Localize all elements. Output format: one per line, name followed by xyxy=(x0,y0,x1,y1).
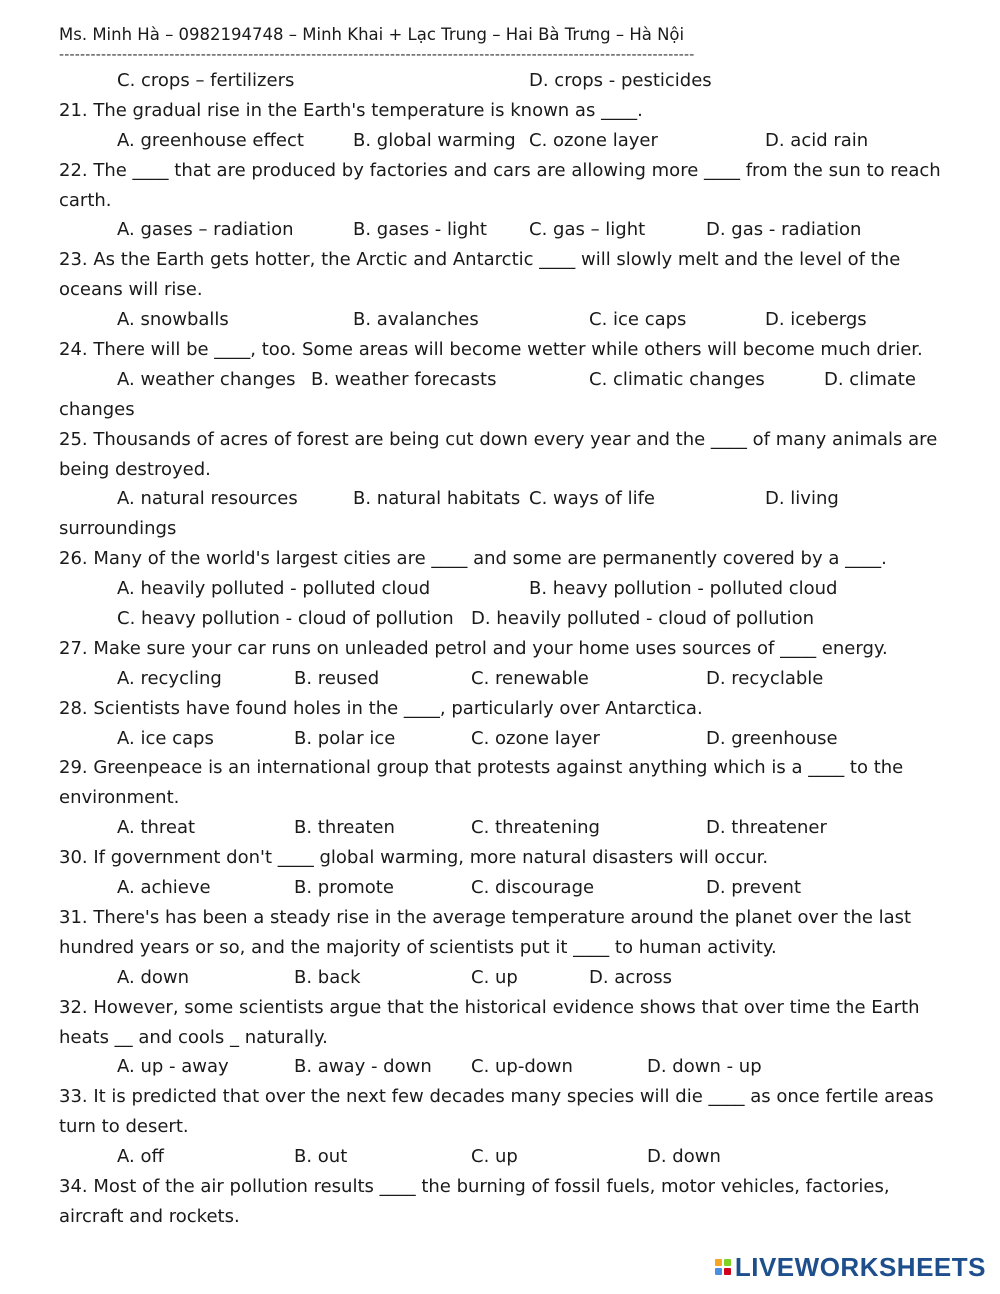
answer-option: D. prevent xyxy=(706,877,802,899)
answer-option: B. out xyxy=(294,1146,348,1168)
answer-option: B. reused xyxy=(294,667,380,689)
answer-options-row xyxy=(59,66,959,96)
answer-option: B. threaten xyxy=(294,817,395,839)
answer-option: B. global warming xyxy=(353,129,516,151)
answer-option: A. weather changes xyxy=(117,368,296,390)
answer-options-row xyxy=(59,574,959,604)
answer-option: B. natural habitats xyxy=(353,488,521,510)
answer-option: A. up - away xyxy=(117,1056,229,1078)
answer-option: C. ice caps xyxy=(589,309,687,331)
answer-option: C. up-down xyxy=(471,1056,573,1078)
answer-options-row xyxy=(59,873,959,903)
answer-option: A. greenhouse effect xyxy=(117,129,304,151)
question-text: 30. If government don't ____ global warming, more natural disasters will occur. xyxy=(59,847,769,869)
question-text: heats __ and cools _ naturally. xyxy=(59,1026,328,1048)
answer-option: C. renewable xyxy=(471,667,589,689)
question-text: 32. However, some scientists argue that the historical evidence shows that over time the Earth xyxy=(59,996,920,1018)
question-text: 26. Many of the world's largest cities are ____ and some are permanently covered by a ____. xyxy=(59,548,887,570)
question-text: aircraft and rockets. xyxy=(59,1205,240,1227)
question-text: surroundings xyxy=(59,518,177,540)
answer-option: D. heavily polluted - cloud of pollution xyxy=(471,608,815,630)
worksheet-page xyxy=(59,20,959,1232)
answer-option: C. crops – fertilizers xyxy=(117,70,295,91)
answer-option: B. heavy pollution - polluted cloud xyxy=(529,578,838,600)
answer-option: B. away - down xyxy=(294,1056,432,1078)
question-text: environment. xyxy=(59,787,180,809)
answer-option: D. crops - pesticides xyxy=(529,70,712,91)
answer-option: B. avalanches xyxy=(353,309,479,331)
question-text: changes xyxy=(59,398,135,420)
answer-option: B. polar ice xyxy=(294,727,396,749)
answer-option: D. down - up xyxy=(647,1056,762,1078)
answer-option: B. promote xyxy=(294,877,394,899)
question-text: 29. Greenpeace is an international group that protests against anything which is a ____ to the xyxy=(59,757,904,779)
answer-option: D. greenhouse xyxy=(706,727,838,749)
answer-options-row xyxy=(59,305,959,335)
answer-option: A. down xyxy=(117,966,190,988)
answer-option: C. threatening xyxy=(471,817,600,839)
answer-option: C. up xyxy=(471,966,518,988)
page-header: Ms. Minh Hà – 0982194748 – Minh Khai + Lạc Trung – Hai Bà Trưng – Hà Nội xyxy=(59,25,685,44)
answer-options-row xyxy=(59,1142,959,1172)
answer-option: A. threat xyxy=(117,817,196,839)
liveworksheets-logo xyxy=(715,1252,986,1282)
question-text: 21. The gradual rise in the Earth's temperature is known as ____. xyxy=(59,99,643,121)
answer-option: D. acid rain xyxy=(765,129,869,151)
answer-option: D. gas - radiation xyxy=(706,219,862,241)
answer-options-row xyxy=(59,724,959,754)
answer-option: A. natural resources xyxy=(117,488,298,510)
question-text: 25. Thousands of acres of forest are being cut down every year and the ____ of many animals are xyxy=(59,428,938,450)
answer-option: C. ways of life xyxy=(529,488,655,510)
answer-options-row xyxy=(59,1052,959,1082)
answer-option: A. heavily polluted - polluted cloud xyxy=(117,578,431,600)
question-text: 33. It is predicted that over the next few decades many species will die ____ as once fertile areas xyxy=(59,1086,934,1108)
question-text: 34. Most of the air pollution results ____ the burning of fossil fuels, motor vehicles, factories, xyxy=(59,1175,890,1197)
question-text: oceans will rise. xyxy=(59,279,203,301)
answer-options-row xyxy=(59,126,959,156)
answer-option: A. achieve xyxy=(117,877,211,899)
answer-options-row xyxy=(59,664,959,694)
question-text: being destroyed. xyxy=(59,458,211,480)
question-text: hundred years or so, and the majority of scientists put it ____ to human activity. xyxy=(59,936,777,958)
question-list xyxy=(59,66,959,1232)
answer-option: A. ice caps xyxy=(117,727,214,749)
logo-text: LIVEWORKSHEETS xyxy=(734,1251,986,1282)
answer-option: D. threatener xyxy=(706,817,827,839)
answer-option: C. heavy pollution - cloud of pollution xyxy=(117,608,454,630)
answer-option: D. living xyxy=(765,488,839,510)
answer-option: B. weather forecasts xyxy=(311,368,497,390)
answer-option: C. discourage xyxy=(471,877,595,899)
answer-options-row xyxy=(59,484,959,514)
answer-option: D. recyclable xyxy=(706,667,824,689)
question-text: 22. The ____ that are produced by factories and cars are allowing more ____ from the sun to reach xyxy=(59,159,941,181)
answer-option: B. back xyxy=(294,966,361,988)
question-text: carth. xyxy=(59,189,112,211)
answer-option: C. ozone layer xyxy=(529,129,658,151)
answer-option: A. off xyxy=(117,1146,164,1168)
answer-option: D. down xyxy=(647,1146,721,1168)
question-text: turn to desert. xyxy=(59,1116,189,1138)
answer-options-row xyxy=(59,813,959,843)
answer-option: A. gases – radiation xyxy=(117,219,294,241)
question-text: 27. Make sure your car runs on unleaded petrol and your home uses sources of ____ energy. xyxy=(59,637,888,659)
logo-grid-icon xyxy=(715,1259,731,1275)
answer-option: A. recycling xyxy=(117,667,222,689)
answer-option: C. up xyxy=(471,1146,518,1168)
answer-option: C. ozone layer xyxy=(471,727,600,749)
answer-option: A. snowballs xyxy=(117,309,229,331)
question-text: 28. Scientists have found holes in the ____, particularly over Antarctica. xyxy=(59,697,703,719)
question-text: 24. There will be ____, too. Some areas will become wetter while others will become much drier. xyxy=(59,339,923,361)
answer-option: D. climate xyxy=(824,368,916,390)
answer-options-row xyxy=(59,963,959,993)
answer-option: C. gas – light xyxy=(529,219,646,241)
question-text: 23. As the Earth gets hotter, the Arctic and Antarctic ____ will slowly melt and the level of the xyxy=(59,249,901,271)
header-divider: ------------------------------------------------------------------------------------------------------------------------- xyxy=(59,50,695,63)
answer-option: D. across xyxy=(589,966,673,988)
answer-options-row xyxy=(59,604,959,634)
question-text: 31. There's has been a steady rise in the average temperature around the planet over the last xyxy=(59,906,912,928)
answer-options-row xyxy=(59,365,959,395)
answer-option: D. icebergs xyxy=(765,309,867,331)
answer-options-row xyxy=(59,215,959,245)
answer-option: C. climatic changes xyxy=(589,368,765,390)
answer-option: B. gases - light xyxy=(353,219,487,241)
